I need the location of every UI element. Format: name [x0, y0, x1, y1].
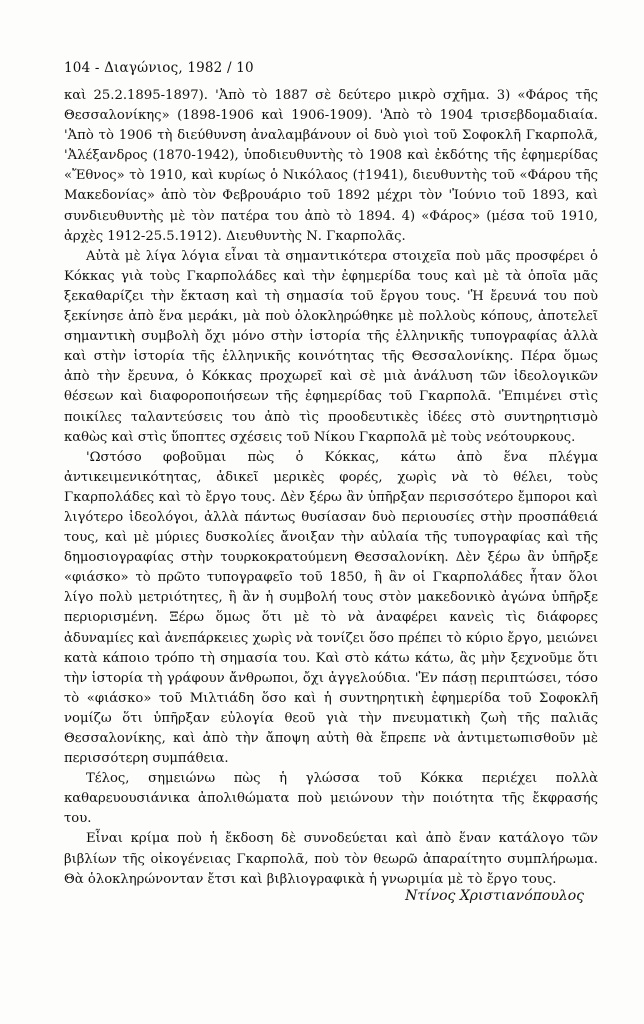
author-signature: Ντίνος Χριστιανόπουλος [405, 888, 584, 904]
paragraph-4: Τέλος, σημειώνω πὼς ἡ γλώσσα τοῦ Κόκκα περιέχει πολλὰ καθαρευουσιάνικα ἀπολιθώματα ποὺ μειώνουν τὴν ποιότητα τῆς ἔκφρασής του. [64, 771, 598, 827]
paragraph-3: 'Ωστόσο φοβοῦμαι πὼς ὁ Κόκκας, κάτω ἀπὸ ἕνα πλέγμα ἀντικειμενικότητας, ἀδικεῖ μερικὲς φορές, χωρὶς νὰ τὸ θέλει, τοὺς Γκαρπολάδες καὶ τὸ ἔργο τους. Δὲν ξέρω ἂν ὑπῆρξαν περισσότερο ἔμποροι καὶ λιγότερο ἰδεολόγοι, ἀλλὰ πάντως θυσίασαν δυὸ περιουσίες στὴν προσπάθειά τους, καὶ μὲ μύριες δυσκολίες ἄνοιξαν τὴν αὐλαία τῆς τυπογραφίας καὶ τῆς δημοσιογραφίας στὴν τουρκοκρατούμενη Θεσσαλονίκη. Δὲν ξέρω ἂν ὑπῆρξε «φιάσκο» τὸ πρῶτο τυπογραφεῖο τοῦ 1850, ἢ ἂν οἱ Γκαρπολάδες ἦταν ὅλοι λίγο πολὺ μετριότητες, ἢ ἂν ἡ συμβολή τους στὸν μακεδονικὸ ἀγώνα ὑπῆρξε περιορισμένη. Ξέρω ὅμως ὅτι μὲ τὸ νὰ ἀναφέρει κανεὶς τὶς διάφορες ἀδυναμίες καὶ ἀνεπάρκειες χωρὶς νὰ τονίζει ὅσο πρέπει τὸ κύριο ἔργο, μειώνει κατὰ κάποιο τρόπο τὴ σημασία του. Καὶ στὸ κάτω κάτω, ἂς μὴν ξεχνοῦμε ὅτι τὴν ἱστορία τὴ γράφουν ἄνθρωποι, ὄχι ἀγγελούδια. 'Ἐν πάσῃ περιπτώσει, τόσο τὸ «φιάσκο» τοῦ Μιλτιάδη ὅσο καὶ ἡ συντηρητικὴ ἐφημερίδα τοῦ Σοφοκλῆ νομίζω ὅτι ὑπῆρξαν εὐλογία θεοῦ γιὰ τὴν πνευματικὴ ζωὴ τῆς παλιᾶς Θεσσαλονίκης, καὶ ἀπὸ τὴν ἄποψη αὐτὴ θὰ ἔπρεπε νὰ ἀντιμετωπισθοῦν μὲ περισσότερη συμπάθεια. [64, 449, 598, 767]
page-header: 104 - Διαγώνιος, 1982 / 10 [64, 60, 254, 76]
paragraph-5: Εἶναι κρίμα ποὺ ἡ ἔκδοση δὲ συνοδεύεται καὶ ἀπὸ ἕναν κατάλογο τῶν βιβλίων τῆς οἰκογένειας Γκαρπολᾶ, ποὺ τὸν θεωρῶ ἀπαραίτητο συμπλήρωμα. Θὰ ὁλοκληρώνονταν ἔτσι καὶ βιβλιογραφικὰ ἡ γνωριμία μὲ τὸ ἔργο τους. [64, 831, 598, 887]
paragraph-2: Αὐτὰ μὲ λίγα λόγια εἶναι τὰ σημαντικότερα στοιχεῖα ποὺ μᾶς προσφέρει ὁ Κόκκας γιὰ τοὺς Γκαρπολάδες καὶ τὴν ἐφημερίδα τους καὶ μὲ τὰ ὁποῖα μᾶς ξεκαθαρίζει τὴν ἔκταση καὶ τὴ σημασία τοῦ ἔργου τους. 'Ἡ ἔρευνά του ποὺ ξεκίνησε ἀπὸ ἕνα μεράκι, μὰ ποὺ ὁλοκληρώθηκε μὲ πολλοὺς κόπους, ἀποτελεῖ σημαντικὴ συμβολὴ ὄχι μόνο στὴν ἱστορία τῆς ἑλληνικῆς τυπογραφίας ἀλλὰ καὶ στὴν ἱστορία τῆς ἑλληνικῆς κοινότητας τῆς Θεσσαλονίκης. Πέρα ὅμως ἀπὸ τὴν ἔρευνα, ὁ Κόκκας προχωρεῖ καὶ σὲ μιὰ ἀνάλυση τῶν ἰδεολογικῶν θέσεων καὶ διαφοροποιήσεων τῆς ἐφημερίδας τοῦ Γκαρπολᾶ. 'Ἐπιμένει στὶς ποικίλες ταλαντεύσεις του ἀπὸ τὶς προοδευτικὲς ἰδέες στὸ συντηρητισμὸ καθὼς καὶ στὶς ὕποπτες σχέσεις τοῦ Νίκου Γκαρπολᾶ μὲ τοὺς νεότουρκους. [64, 248, 598, 445]
paragraph-1: καὶ 25.2.1895-1897). 'Ἀπὸ τὸ 1887 σὲ δεύτερο μικρὸ σχῆμα. 3) «Φάρος τῆς Θεσσαλονίκης» (1898-1906 καὶ 1906-1909). 'Ἀπὸ τὸ 1904 τρισεβδομαδιαία. 'Ἀπὸ τὸ 1906 τὴ διεύθυνση ἀναλαμβάνουν οἱ δυὸ γιοὶ τοῦ Σοφοκλῆ Γκαρπολᾶ, 'Ἀλέξανδρος (1870-1942), ὑποδιευθυντὴς τὸ 1908 καὶ ἐκδότης τῆς ἐφημερίδας «Ἔθνος» τὸ 1910, καὶ κυρίως ὁ Νικόλαος (†1941), διευθυντὴς τοῦ «Φάρου τῆς Μακεδονίας» ἀπὸ τὸν Φεβρουάριο τοῦ 1892 μέχρι τὸν 'Ἰούνιο τοῦ 1893, καὶ συνδιευθυντὴς μὲ τὸν πατέρα του ἀπὸ τὸ 1894. 4) «Φάρος» (μέσα τοῦ 1910, ἀρχὲς 1912-25.5.1912). Διευθυντὴς Ν. Γκαρπολᾶς. [64, 88, 598, 244]
article-body [64, 86, 598, 890]
